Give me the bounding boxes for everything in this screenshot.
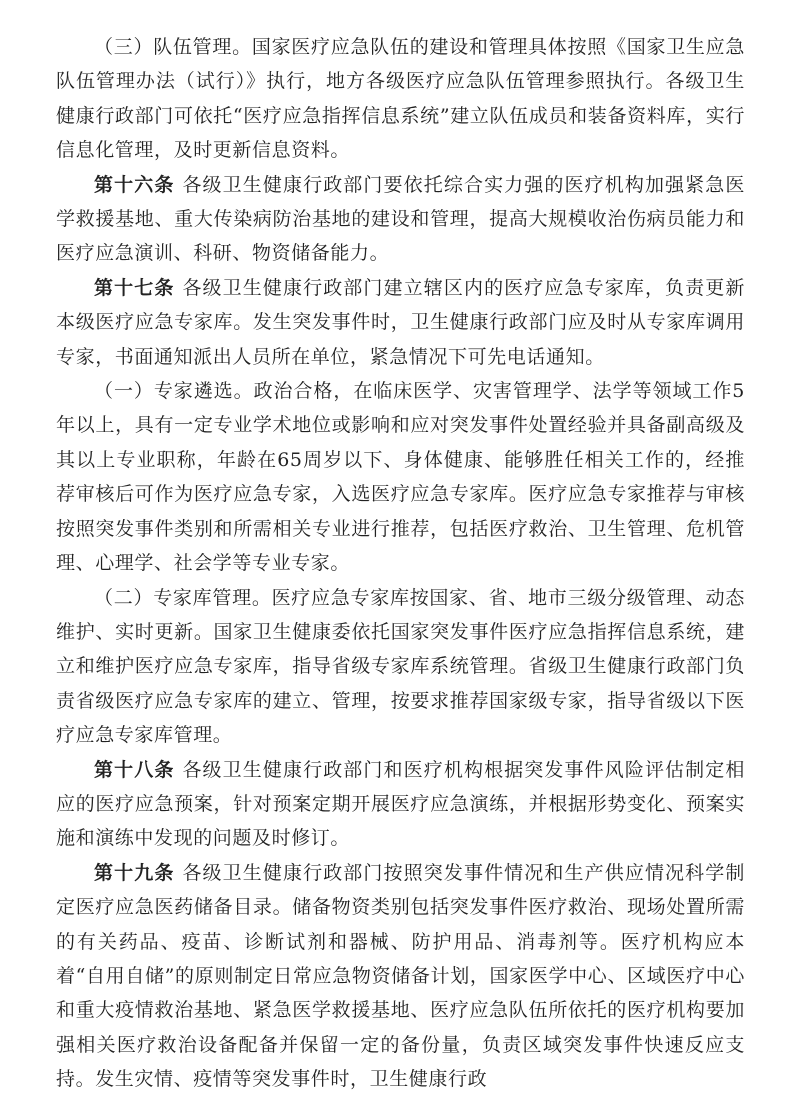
- article-17: [56, 271, 745, 374]
- article-title: 第十六条: [94, 173, 175, 196]
- article-16: [56, 168, 745, 271]
- article-title: 第十九条: [94, 861, 175, 884]
- paragraph-team-management: [56, 30, 745, 168]
- article-title: 第十八条: [94, 758, 175, 781]
- article-18: [56, 753, 745, 856]
- paragraph-text: 各级卫生健康行政部门建立辖区内的医疗应急专家库，负责更新本级医疗应急专家库。发生突发事件时，卫生健康行政部门应及时从专家库调用专家，书面通知派出人员所在单位，紧急情况下可先电话通知。: [56, 276, 745, 368]
- paragraph-expert-database: [56, 581, 745, 753]
- paragraph-text: 各级卫生健康行政部门要依托综合实力强的医疗机构加强紧急医学救援基地、重大传染病防治基地的建设和管理，提高大规模收治伤病员能力和医疗应急演训、科研、物资储备能力。: [56, 173, 745, 265]
- article-title: 第十七条: [94, 276, 175, 299]
- paragraph-text: 各级卫生健康行政部门和医疗机构根据突发事件风险评估制定相应的医疗应急预案，针对预案定期开展医疗应急演练，并根据形势变化、预案实施和演练中发现的问题及时修订。: [56, 758, 745, 850]
- paragraph-expert-selection: [56, 374, 745, 580]
- paragraph-text: （二）专家库管理。医疗应急专家库按国家、省、地市三级分级管理、动态维护、实时更新。国家卫生健康委依托国家突发事件医疗应急指挥信息系统，建立和维护医疗应急专家库，指导省级专家库系统管理。省级卫生健康行政部门负责省级医疗应急专家库的建立、管理，按要求推荐国家级专家，指导省级以下医疗应急专家库管理。: [56, 586, 745, 747]
- paragraph-text: 各级卫生健康行政部门按照突发事件情况和生产供应情况科学制定医疗应急医药储备目录。储备物资类别包括突发事件医疗救治、现场处置所需的有关药品、疫苗、诊断试剂和器械、防护用品、消毒剂等。医疗机构应本着“自用自储”的原则制定日常应急物资储备计划，国家医学中心、区域医疗中心和重大疫情救治基地、紧急医学救援基地、医疗应急队伍所依托的医疗机构要加强相关医疗救治设备配备并保留一定的备份量，负责区域突发事件快速反应支持。发生灾情、疫情等突发事件时，卫生健康行政: [56, 861, 745, 1091]
- paragraph-text: （一）专家遴选。政治合格，在临床医学、灾害管理学、法学等领域工作5年以上，具有一定专业学术地位或影响和应对突发事件处置经验并具备副高级及其以上专业职称，年龄在65周岁以下、身体健康、能够胜任相关工作的，经推荐审核后可作为医疗应急专家，入选医疗应急专家库。医疗应急专家推荐与审核按照突发事件类别和所需相关专业进行推荐，包括医疗救治、卫生管理、危机管理、心理学、社会学等专业专家。: [56, 380, 745, 575]
- article-19: [56, 856, 745, 1097]
- paragraph-text: （三）队伍管理。国家医疗应急队伍的建设和管理具体按照《国家卫生应急队伍管理办法（试行）》执行，地方各级医疗应急队伍管理参照执行。各级卫生健康行政部门可依托“医疗应急指挥信息系统”建立队伍成员和装备资料库，实行信息化管理，及时更新信息资料。: [56, 36, 745, 162]
